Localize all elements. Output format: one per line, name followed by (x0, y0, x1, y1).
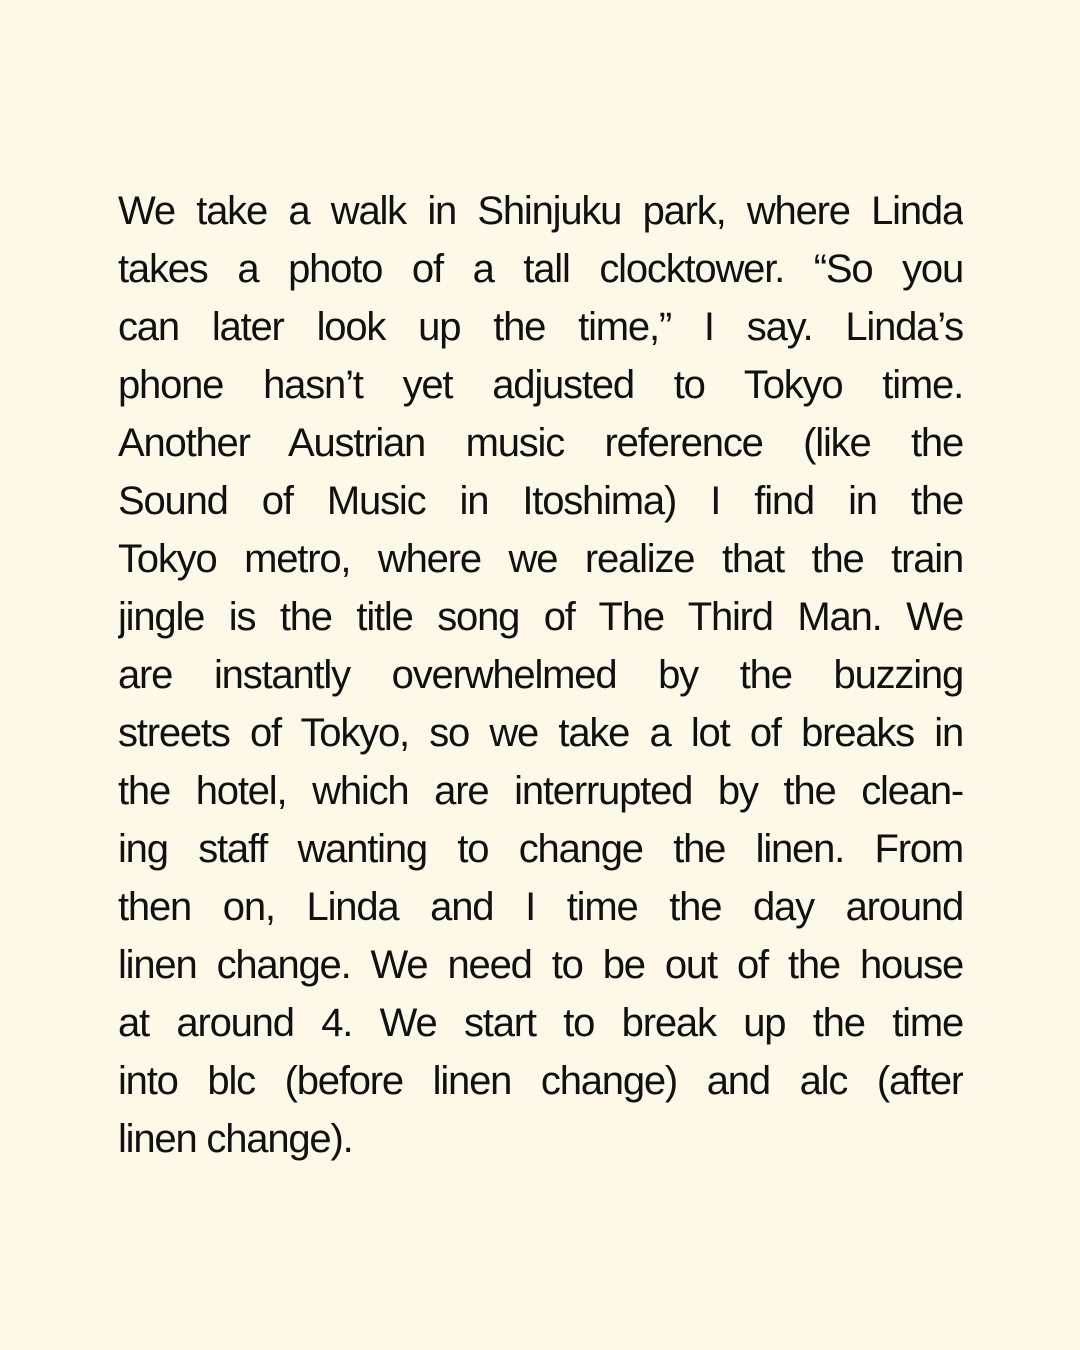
paragraph-line: takes a photo of a tall clocktower. “So you (118, 247, 963, 291)
paragraph-line: Sound of Music in Itoshima) I find in the (118, 479, 963, 523)
paragraph-line: the hotel, which are interrupted by the clean- (118, 769, 963, 813)
paragraph-line: phone hasn’t yet adjusted to Tokyo time. (118, 363, 963, 407)
paragraph-line: Another Austrian music reference (like the (118, 421, 963, 465)
paragraph-line: linen change. We need to be out of the house (118, 943, 963, 987)
body-paragraph (118, 182, 963, 1168)
paragraph-line: are instantly overwhelmed by the buzzing (118, 653, 963, 697)
paragraph-line: at around 4. We start to break up the time (118, 1001, 963, 1045)
paragraph-line: Tokyo metro, where we realize that the train (118, 537, 963, 581)
paragraph-line: can later look up the time,” I say. Linda’s (118, 305, 963, 349)
paragraph-line: linen change). (118, 1117, 353, 1161)
paragraph-line: then on, Linda and I time the day around (118, 885, 963, 929)
paragraph-line: We take a walk in Shinjuku park, where Linda (118, 189, 963, 233)
paragraph-line: jingle is the title song of The Third Man. We (118, 595, 963, 639)
paragraph-line: ing staff wanting to change the linen. From (118, 827, 963, 871)
paragraph-line: streets of Tokyo, so we take a lot of breaks in (118, 711, 963, 755)
paragraph-line: into blc (before linen change) and alc (after (118, 1059, 963, 1103)
